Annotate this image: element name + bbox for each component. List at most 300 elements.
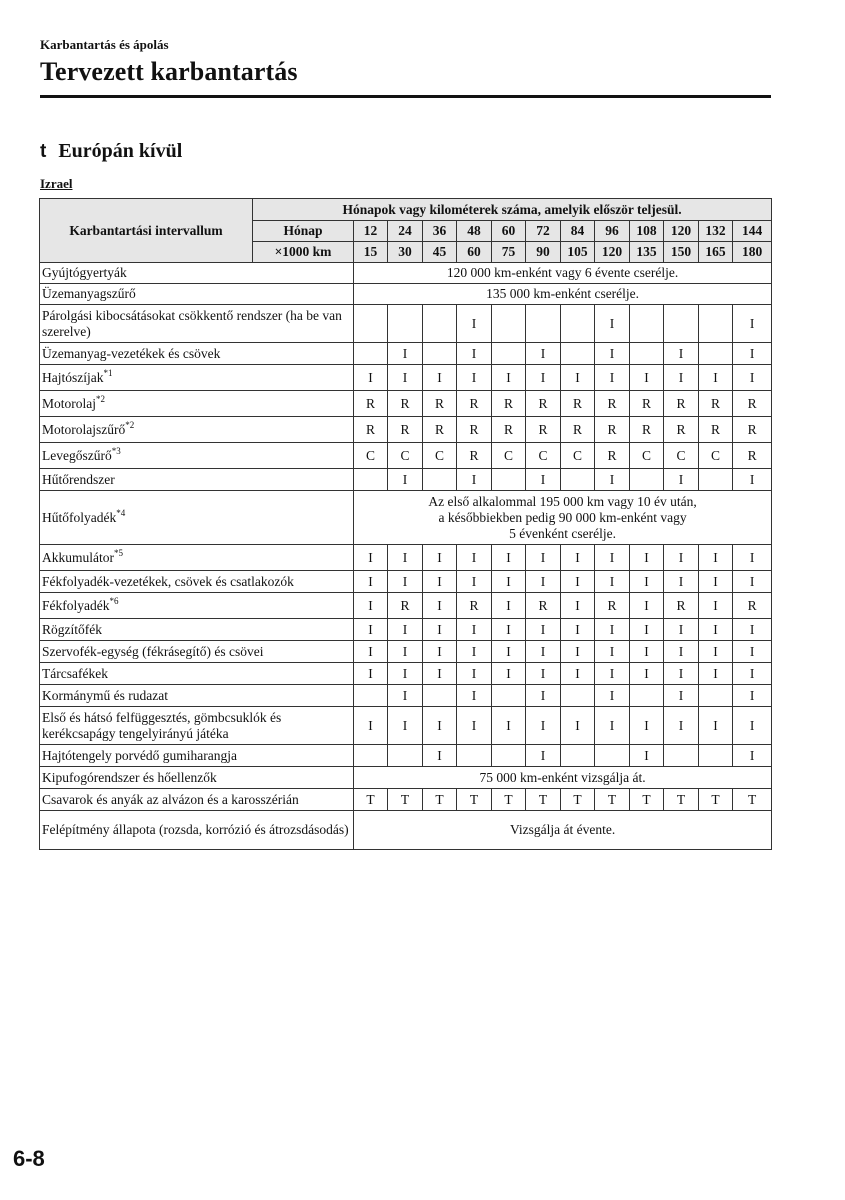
item-label bbox=[40, 417, 354, 443]
item-label-text: Motorolajszűrő bbox=[42, 421, 126, 437]
schedule-cell bbox=[492, 685, 526, 707]
schedule-cell: I bbox=[526, 571, 561, 593]
schedule-cell: T bbox=[423, 789, 457, 811]
schedule-cell bbox=[699, 685, 733, 707]
schedule-cell: I bbox=[561, 641, 595, 663]
item-label-text: Akkumulátor bbox=[42, 549, 114, 565]
schedule-cell bbox=[561, 685, 595, 707]
schedule-cell bbox=[664, 305, 699, 343]
schedule-cell: I bbox=[561, 545, 595, 571]
item-label bbox=[40, 263, 354, 284]
schedule-cell: I bbox=[630, 545, 664, 571]
schedule-cell: I bbox=[526, 707, 561, 745]
item-label-text: Felépítmény állapota (rozsda, korrózió és átrozsdásodás) bbox=[42, 822, 349, 837]
schedule-cell: I bbox=[354, 641, 388, 663]
table-row bbox=[40, 263, 772, 284]
schedule-cell: I bbox=[526, 365, 561, 391]
schedule-cell: I bbox=[423, 571, 457, 593]
schedule-cell bbox=[492, 343, 526, 365]
schedule-cell: R bbox=[595, 417, 630, 443]
schedule-cell: I bbox=[664, 685, 699, 707]
km-header-cell: 45 bbox=[423, 242, 457, 263]
km-header-cell: 150 bbox=[664, 242, 699, 263]
schedule-cell: I bbox=[699, 365, 733, 391]
schedule-cell bbox=[354, 305, 388, 343]
table-row bbox=[40, 391, 772, 417]
item-label-text: Motorolaj bbox=[42, 395, 96, 411]
schedule-cell: I bbox=[492, 641, 526, 663]
schedule-cell: I bbox=[423, 707, 457, 745]
schedule-cell: R bbox=[457, 593, 492, 619]
schedule-cell: I bbox=[595, 619, 630, 641]
schedule-cell: I bbox=[457, 571, 492, 593]
schedule-cell: C bbox=[526, 443, 561, 469]
item-label-text: Kormánymű és rudazat bbox=[42, 687, 168, 703]
item-label-text: Hajtószíjak bbox=[42, 369, 104, 385]
schedule-cell: I bbox=[595, 571, 630, 593]
schedule-cell: I bbox=[388, 707, 423, 745]
schedule-cell: I bbox=[457, 663, 492, 685]
schedule-cell: I bbox=[492, 619, 526, 641]
schedule-cell: I bbox=[492, 545, 526, 571]
table-row bbox=[40, 641, 772, 663]
month-header-cell: 48 bbox=[457, 221, 492, 242]
schedule-cell: R bbox=[630, 417, 664, 443]
item-label bbox=[40, 443, 354, 469]
schedule-cell: I bbox=[354, 571, 388, 593]
table-row bbox=[40, 745, 772, 767]
schedule-cell bbox=[699, 745, 733, 767]
schedule-cell: R bbox=[733, 593, 772, 619]
schedule-cell: I bbox=[699, 641, 733, 663]
schedule-cell: R bbox=[595, 391, 630, 417]
schedule-cell: R bbox=[354, 391, 388, 417]
item-label-text: Üzemanyag-vezetékek és csövek bbox=[42, 345, 221, 361]
footnote-ref: *2 bbox=[96, 393, 105, 404]
schedule-cell: I bbox=[664, 545, 699, 571]
schedule-cell: I bbox=[733, 571, 772, 593]
interval-note: Vizsgálja át évente. bbox=[354, 811, 772, 850]
schedule-cell: I bbox=[733, 365, 772, 391]
schedule-cell: T bbox=[630, 789, 664, 811]
month-header-cell: 144 bbox=[733, 221, 772, 242]
schedule-cell: I bbox=[457, 469, 492, 491]
section-title: Európán kívül bbox=[58, 140, 183, 162]
schedule-cell: R bbox=[561, 391, 595, 417]
schedule-cell: I bbox=[526, 663, 561, 685]
schedule-cell: I bbox=[733, 685, 772, 707]
month-header-cell: 60 bbox=[492, 221, 526, 242]
schedule-cell bbox=[561, 469, 595, 491]
schedule-cell: I bbox=[457, 685, 492, 707]
schedule-cell: I bbox=[388, 641, 423, 663]
table-body bbox=[40, 263, 772, 850]
item-label bbox=[40, 685, 354, 707]
schedule-cell: I bbox=[664, 663, 699, 685]
km-header-cell: 90 bbox=[526, 242, 561, 263]
month-header-cell: 96 bbox=[595, 221, 630, 242]
schedule-cell: T bbox=[733, 789, 772, 811]
km-header-cell: 120 bbox=[595, 242, 630, 263]
table-header bbox=[40, 199, 772, 263]
item-label bbox=[40, 571, 354, 593]
interval-note: 75 000 km-enként vizsgálja át. bbox=[354, 767, 772, 789]
schedule-cell: I bbox=[526, 685, 561, 707]
table-row bbox=[40, 707, 772, 745]
schedule-cell: I bbox=[733, 545, 772, 571]
table-row bbox=[40, 305, 772, 343]
schedule-cell: I bbox=[664, 365, 699, 391]
table-row bbox=[40, 417, 772, 443]
schedule-cell: T bbox=[354, 789, 388, 811]
schedule-cell: I bbox=[595, 707, 630, 745]
schedule-cell: I bbox=[664, 571, 699, 593]
schedule-cell bbox=[423, 685, 457, 707]
schedule-cell: R bbox=[664, 417, 699, 443]
schedule-cell: I bbox=[526, 641, 561, 663]
schedule-cell: I bbox=[457, 365, 492, 391]
schedule-cell: I bbox=[388, 343, 423, 365]
schedule-cell: I bbox=[561, 593, 595, 619]
schedule-cell: T bbox=[595, 789, 630, 811]
schedule-cell: I bbox=[733, 343, 772, 365]
schedule-cell: I bbox=[423, 641, 457, 663]
schedule-cell: C bbox=[561, 443, 595, 469]
month-header-cell: 120 bbox=[664, 221, 699, 242]
schedule-cell: C bbox=[630, 443, 664, 469]
interval-note: Az első alkalommal 195 000 km vagy 10 év után, a későbbiekben pedig 90 000 km-enként vagy 5 évenként cserélje. bbox=[354, 491, 772, 545]
schedule-cell: I bbox=[733, 469, 772, 491]
item-label bbox=[40, 707, 354, 745]
interval-note: 135 000 km-enként cserélje. bbox=[354, 284, 772, 305]
schedule-cell: I bbox=[664, 707, 699, 745]
group-header: Hónapok vagy kilométerek száma, amelyik először teljesül. bbox=[253, 199, 772, 221]
schedule-cell: C bbox=[492, 443, 526, 469]
item-label-text: Kipufogórendszer és hőellenzők bbox=[42, 769, 217, 785]
schedule-cell: I bbox=[492, 571, 526, 593]
schedule-cell: R bbox=[423, 417, 457, 443]
page-number: 6-8 bbox=[13, 1146, 45, 1171]
table-row bbox=[40, 663, 772, 685]
schedule-cell: I bbox=[630, 619, 664, 641]
schedule-cell: R bbox=[457, 417, 492, 443]
schedule-cell bbox=[595, 745, 630, 767]
schedule-cell bbox=[699, 343, 733, 365]
schedule-cell: I bbox=[630, 663, 664, 685]
chapter-header: Karbantartás és ápolás bbox=[40, 37, 169, 52]
schedule-cell: I bbox=[664, 619, 699, 641]
schedule-cell: R bbox=[664, 593, 699, 619]
schedule-cell: I bbox=[561, 707, 595, 745]
schedule-cell bbox=[492, 305, 526, 343]
schedule-cell: R bbox=[733, 391, 772, 417]
month-header-cell: 108 bbox=[630, 221, 664, 242]
maintenance-schedule-table bbox=[39, 198, 772, 850]
schedule-cell: I bbox=[388, 571, 423, 593]
km-header-cell: 135 bbox=[630, 242, 664, 263]
schedule-cell bbox=[354, 685, 388, 707]
schedule-cell bbox=[354, 343, 388, 365]
schedule-cell: I bbox=[388, 365, 423, 391]
item-label bbox=[40, 663, 354, 685]
schedule-cell bbox=[388, 745, 423, 767]
schedule-cell: T bbox=[457, 789, 492, 811]
schedule-cell: I bbox=[630, 707, 664, 745]
item-label-text: Fékfolyadék-vezetékek, csövek és csatlakozók bbox=[42, 573, 294, 589]
schedule-cell: I bbox=[630, 571, 664, 593]
km-header-cell: 165 bbox=[699, 242, 733, 263]
footnote-ref: *3 bbox=[111, 445, 121, 456]
footnote-ref: *2 bbox=[125, 419, 135, 430]
schedule-cell bbox=[630, 469, 664, 491]
item-label bbox=[40, 811, 354, 850]
schedule-cell bbox=[630, 305, 664, 343]
section-marker: t bbox=[40, 141, 47, 162]
schedule-cell: R bbox=[388, 417, 423, 443]
schedule-cell: I bbox=[733, 707, 772, 745]
schedule-cell: I bbox=[423, 545, 457, 571]
schedule-cell bbox=[354, 469, 388, 491]
schedule-cell: I bbox=[699, 619, 733, 641]
schedule-cell: R bbox=[492, 391, 526, 417]
schedule-cell: I bbox=[595, 469, 630, 491]
schedule-cell: R bbox=[526, 593, 561, 619]
schedule-cell: I bbox=[561, 619, 595, 641]
item-label bbox=[40, 343, 354, 365]
item-label-text: Szervofék-egység (fékrásegítő) és csövei bbox=[42, 643, 264, 659]
schedule-cell: I bbox=[457, 641, 492, 663]
schedule-cell: I bbox=[733, 641, 772, 663]
table-row bbox=[40, 491, 772, 545]
item-label bbox=[40, 545, 354, 571]
schedule-cell: I bbox=[630, 365, 664, 391]
schedule-cell: I bbox=[526, 745, 561, 767]
item-label-text: Tárcsafékek bbox=[42, 665, 108, 681]
schedule-cell: I bbox=[595, 305, 630, 343]
schedule-cell: I bbox=[664, 343, 699, 365]
item-label bbox=[40, 391, 354, 417]
schedule-cell: R bbox=[630, 391, 664, 417]
schedule-cell: I bbox=[699, 663, 733, 685]
schedule-cell bbox=[492, 745, 526, 767]
schedule-cell: I bbox=[354, 619, 388, 641]
month-header-cell: 132 bbox=[699, 221, 733, 242]
schedule-cell: I bbox=[733, 663, 772, 685]
schedule-cell: C bbox=[388, 443, 423, 469]
months-label: Hónap bbox=[253, 221, 354, 242]
schedule-cell: I bbox=[492, 365, 526, 391]
schedule-cell bbox=[664, 745, 699, 767]
schedule-cell: I bbox=[457, 619, 492, 641]
schedule-cell: I bbox=[526, 619, 561, 641]
schedule-cell bbox=[423, 469, 457, 491]
item-label bbox=[40, 789, 354, 811]
schedule-cell: I bbox=[457, 343, 492, 365]
month-header-cell: 84 bbox=[561, 221, 595, 242]
km-label: ×1000 km bbox=[253, 242, 354, 263]
month-header-cell: 12 bbox=[354, 221, 388, 242]
region-label: Izrael bbox=[40, 176, 73, 191]
item-label bbox=[40, 469, 354, 491]
schedule-cell: R bbox=[526, 391, 561, 417]
schedule-cell bbox=[526, 305, 561, 343]
item-label-text: Párolgási kibocsátásokat csökkentő rendszer (ha be van szerelve) bbox=[42, 307, 342, 339]
schedule-cell bbox=[561, 745, 595, 767]
schedule-cell: I bbox=[526, 469, 561, 491]
schedule-cell: T bbox=[526, 789, 561, 811]
table-row bbox=[40, 593, 772, 619]
schedule-cell bbox=[457, 745, 492, 767]
schedule-cell: I bbox=[423, 619, 457, 641]
km-header-cell: 180 bbox=[733, 242, 772, 263]
schedule-cell: R bbox=[699, 417, 733, 443]
schedule-cell: R bbox=[354, 417, 388, 443]
schedule-cell: I bbox=[699, 571, 733, 593]
schedule-cell: R bbox=[457, 391, 492, 417]
schedule-cell: I bbox=[526, 343, 561, 365]
schedule-cell: I bbox=[423, 593, 457, 619]
schedule-cell: I bbox=[561, 365, 595, 391]
item-label-text: Első és hátsó felfüggesztés, gömbcsuklók és kerékcsapágy tengelyirányú játéka bbox=[42, 709, 282, 741]
item-label-text: Üzemanyagszűrő bbox=[42, 286, 136, 301]
item-label bbox=[40, 767, 354, 789]
table-row bbox=[40, 619, 772, 641]
footnote-ref: *1 bbox=[103, 367, 113, 378]
schedule-cell: I bbox=[423, 745, 457, 767]
table-row bbox=[40, 811, 772, 850]
schedule-cell: I bbox=[354, 663, 388, 685]
schedule-cell: T bbox=[561, 789, 595, 811]
schedule-cell: I bbox=[595, 641, 630, 663]
schedule-cell: I bbox=[388, 663, 423, 685]
schedule-cell: I bbox=[595, 663, 630, 685]
schedule-cell: R bbox=[388, 391, 423, 417]
item-label bbox=[40, 305, 354, 343]
table-row bbox=[40, 443, 772, 469]
km-header-cell: 15 bbox=[354, 242, 388, 263]
schedule-cell: I bbox=[457, 707, 492, 745]
schedule-cell bbox=[630, 685, 664, 707]
item-label-text: Rögzítőfék bbox=[42, 621, 102, 637]
item-label-text: Gyújtógyertyák bbox=[42, 265, 127, 280]
month-header-cell: 24 bbox=[388, 221, 423, 242]
footnote-ref: *6 bbox=[109, 595, 119, 606]
table-row bbox=[40, 545, 772, 571]
page-title: Tervezett karbantartás bbox=[40, 57, 298, 86]
schedule-cell: I bbox=[526, 545, 561, 571]
schedule-cell: I bbox=[630, 745, 664, 767]
interval-note: 120 000 km-enként vagy 6 évente cserélje. bbox=[354, 263, 772, 284]
schedule-cell: I bbox=[457, 545, 492, 571]
schedule-cell: I bbox=[388, 545, 423, 571]
schedule-cell bbox=[699, 305, 733, 343]
schedule-cell: I bbox=[699, 593, 733, 619]
schedule-cell: T bbox=[699, 789, 733, 811]
schedule-cell bbox=[561, 343, 595, 365]
schedule-cell: R bbox=[733, 417, 772, 443]
table-row bbox=[40, 284, 772, 305]
table-row bbox=[40, 767, 772, 789]
schedule-cell: T bbox=[492, 789, 526, 811]
schedule-cell: I bbox=[354, 707, 388, 745]
schedule-cell: I bbox=[354, 545, 388, 571]
item-label-text: Csavarok és anyák az alvázon és a karosszérián bbox=[42, 791, 299, 807]
km-header-cell: 30 bbox=[388, 242, 423, 263]
schedule-cell bbox=[561, 305, 595, 343]
schedule-cell: I bbox=[630, 593, 664, 619]
schedule-cell: I bbox=[492, 707, 526, 745]
footnote-ref: *4 bbox=[116, 507, 126, 518]
schedule-cell: I bbox=[388, 469, 423, 491]
item-label-text: Hajtótengely porvédő gumiharangja bbox=[42, 747, 237, 763]
schedule-cell: R bbox=[595, 443, 630, 469]
table-row bbox=[40, 685, 772, 707]
schedule-cell: I bbox=[388, 619, 423, 641]
schedule-cell: I bbox=[423, 663, 457, 685]
schedule-cell: R bbox=[388, 593, 423, 619]
schedule-cell: C bbox=[423, 443, 457, 469]
schedule-cell: I bbox=[595, 365, 630, 391]
schedule-cell: I bbox=[457, 305, 492, 343]
schedule-cell: I bbox=[664, 641, 699, 663]
schedule-cell: I bbox=[595, 545, 630, 571]
schedule-cell bbox=[354, 745, 388, 767]
footnote-ref: *5 bbox=[114, 547, 123, 558]
schedule-cell: I bbox=[492, 593, 526, 619]
schedule-cell: I bbox=[492, 663, 526, 685]
schedule-cell: R bbox=[733, 443, 772, 469]
item-label bbox=[40, 593, 354, 619]
schedule-cell bbox=[492, 469, 526, 491]
month-header-cell: 72 bbox=[526, 221, 561, 242]
schedule-cell: I bbox=[561, 571, 595, 593]
item-label-text: Hűtőfolyadék bbox=[42, 509, 117, 525]
schedule-cell: I bbox=[595, 685, 630, 707]
schedule-cell: C bbox=[664, 443, 699, 469]
table-row bbox=[40, 469, 772, 491]
schedule-cell: I bbox=[664, 469, 699, 491]
item-label-text: Levegőszűrő bbox=[42, 447, 112, 463]
schedule-cell: C bbox=[699, 443, 733, 469]
schedule-cell: I bbox=[699, 707, 733, 745]
schedule-cell: T bbox=[388, 789, 423, 811]
schedule-cell: R bbox=[423, 391, 457, 417]
km-header-cell: 75 bbox=[492, 242, 526, 263]
schedule-cell bbox=[423, 305, 457, 343]
km-header-cell: 105 bbox=[561, 242, 595, 263]
schedule-cell: I bbox=[354, 593, 388, 619]
schedule-cell bbox=[423, 343, 457, 365]
schedule-cell: I bbox=[733, 305, 772, 343]
schedule-cell: I bbox=[733, 745, 772, 767]
schedule-cell: I bbox=[733, 619, 772, 641]
schedule-cell: R bbox=[561, 417, 595, 443]
title-rule bbox=[40, 95, 771, 98]
schedule-cell: I bbox=[388, 685, 423, 707]
month-header-cell: 36 bbox=[423, 221, 457, 242]
table-row bbox=[40, 789, 772, 811]
schedule-cell: R bbox=[664, 391, 699, 417]
schedule-cell: C bbox=[354, 443, 388, 469]
table-row bbox=[40, 343, 772, 365]
interval-header: Karbantartási intervallum bbox=[40, 199, 253, 263]
item-label bbox=[40, 284, 354, 305]
schedule-cell: I bbox=[423, 365, 457, 391]
item-label bbox=[40, 619, 354, 641]
item-label-text: Hűtőrendszer bbox=[42, 471, 115, 487]
schedule-cell: I bbox=[354, 365, 388, 391]
item-label bbox=[40, 641, 354, 663]
